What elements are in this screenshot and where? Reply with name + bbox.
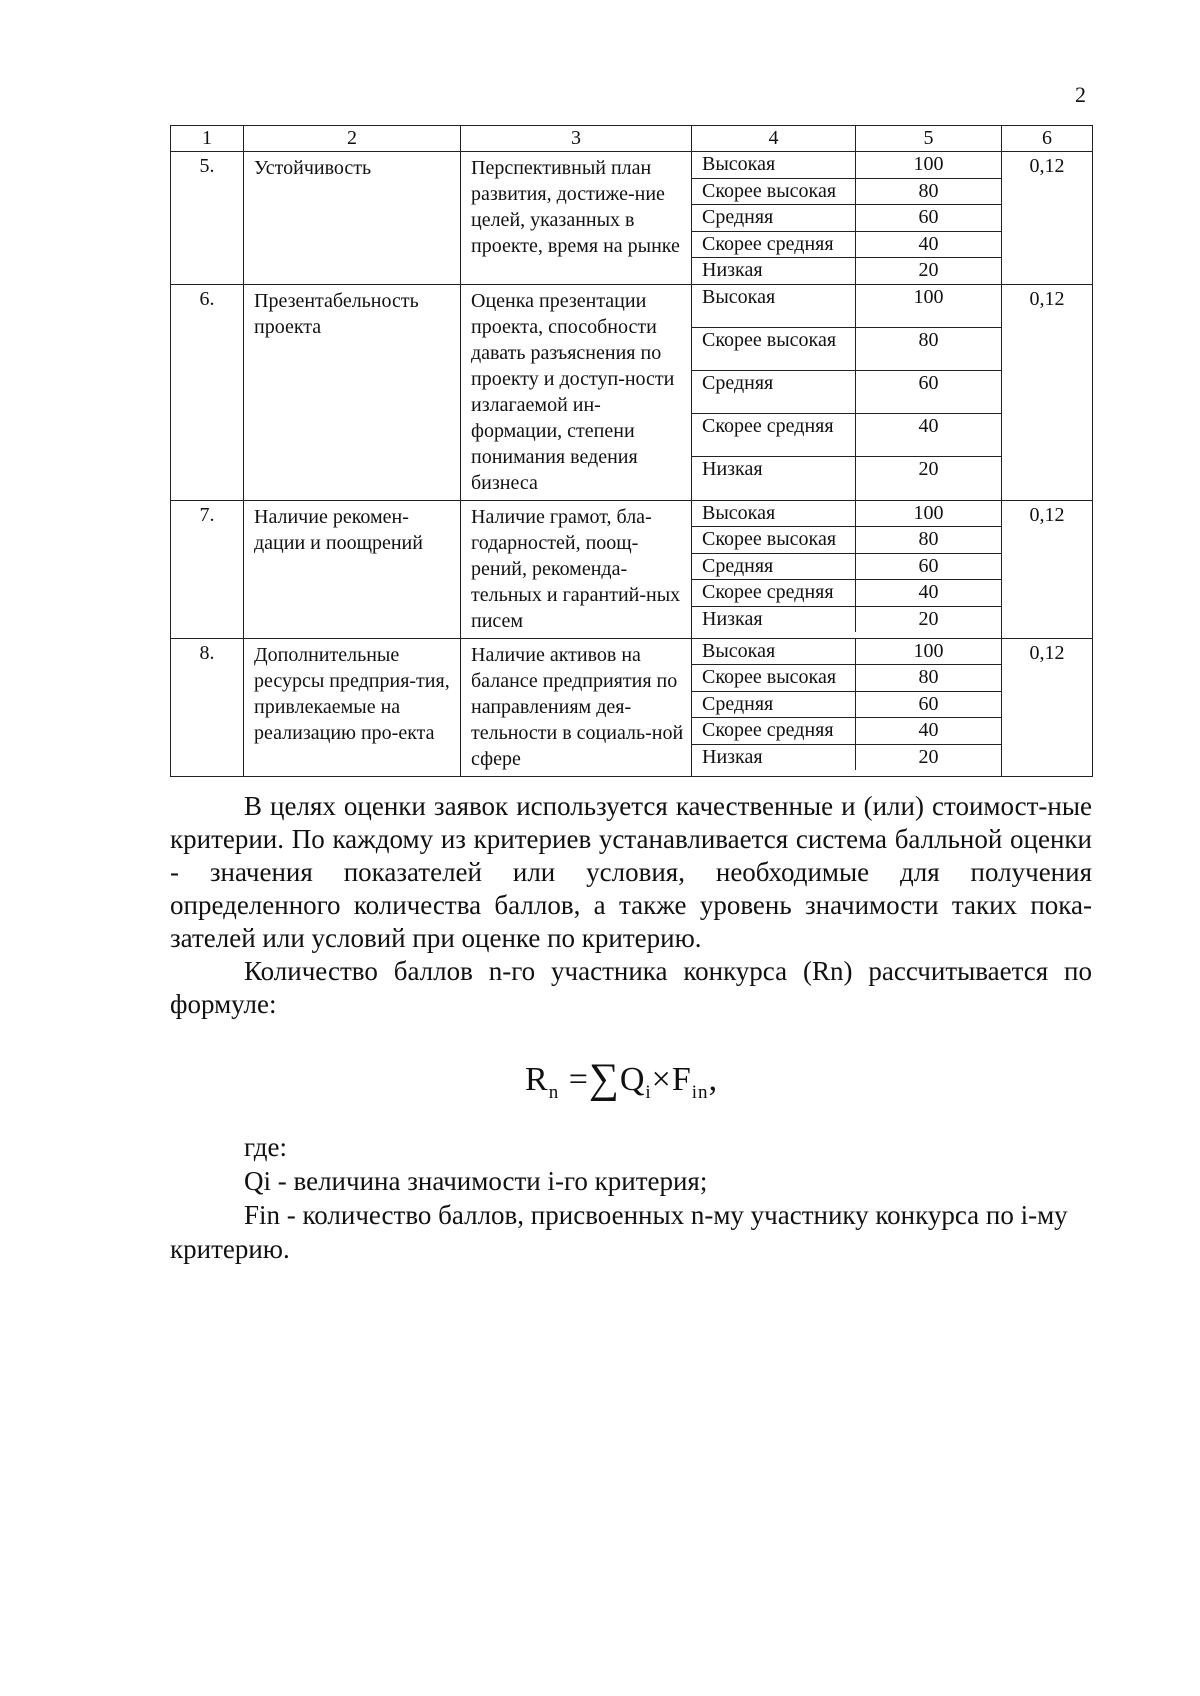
header-cell: 3 <box>461 126 692 152</box>
criteria-table <box>170 125 1093 777</box>
grade-score: 60 <box>856 691 1002 718</box>
score-formula <box>525 1055 718 1104</box>
grade-label: Скорее высокая <box>692 327 856 370</box>
grade-label: Высокая <box>692 152 856 178</box>
criterion-name: Презентабельность проекта <box>244 284 461 500</box>
formula-f: F <box>671 1061 692 1098</box>
grade-score: 20 <box>918 745 939 768</box>
grade-score: 60 <box>856 205 1002 232</box>
grade-label: Средняя <box>692 370 856 413</box>
grade-score: 40 <box>856 580 1002 607</box>
formula-legend <box>170 1130 1092 1266</box>
grade-label: Низкая <box>692 457 856 500</box>
where-label: где: <box>244 1132 287 1162</box>
grade-label: Высокая <box>692 285 856 328</box>
grade-score: 80 <box>856 665 1002 692</box>
formula-times: × <box>651 1061 672 1098</box>
table-row <box>171 284 1093 500</box>
grade-label: Скорее средняя <box>692 414 856 457</box>
grade-label: Низкая <box>692 744 856 770</box>
grade-score: 100 <box>856 152 1002 178</box>
grade-cell <box>692 500 1002 638</box>
paragraph-criteria: В целях оценки заявок используется качественные и (или) стоимост-ные критерии. По каждому из критериев устанавливается система балльной оценки - значения показателей или условия, необходимые для получения определенного количества баллов, а также уровень значимости таких пока-зателей или условий при оценке по критерию. <box>170 791 1092 953</box>
header-cell: 1 <box>171 126 244 152</box>
sigma-symbol: ∑ <box>588 1056 620 1102</box>
table-row <box>171 500 1093 638</box>
legend-item-qi: Qi - величина значимости i-го критерия; <box>244 1166 708 1196</box>
grade-label: Скорее высокая <box>692 178 856 205</box>
formula-trail: , <box>708 1061 719 1098</box>
criterion-number: 7. <box>171 500 244 638</box>
grade-label: Средняя <box>692 553 856 580</box>
grade-score: 40 <box>856 231 1002 258</box>
grade-score: 80 <box>856 178 1002 205</box>
criterion-weight: 0,12 <box>1002 500 1093 638</box>
grade-score: 40 <box>856 718 1002 745</box>
grade-cell <box>692 152 1002 285</box>
grade-label: Средняя <box>692 691 856 718</box>
grade-score: 100 <box>856 285 1002 328</box>
grade-cell <box>692 638 1002 776</box>
grade-score: 60 <box>856 553 1002 580</box>
criterion-weight: 0,12 <box>1002 284 1093 500</box>
header-cell: 4 <box>692 126 856 151</box>
grade-score: 40 <box>856 414 1002 457</box>
body-text <box>170 790 1092 1021</box>
grade-score: 100 <box>856 639 1002 665</box>
grade-label: Скорее средняя <box>692 231 856 258</box>
criterion-name: Наличие рекомен-дации и поощрений <box>244 500 461 638</box>
grade-label: Низкая <box>692 606 856 632</box>
grade-score: 20 <box>918 259 939 281</box>
grade-score: 80 <box>856 327 1002 370</box>
grade-score: 20 <box>918 458 939 481</box>
formula-q: Q <box>619 1061 646 1098</box>
header-cell <box>692 126 1002 152</box>
grade-cell <box>692 284 1002 500</box>
criterion-weight: 0,12 <box>1002 638 1093 776</box>
criterion-number: 5. <box>171 152 244 285</box>
table-row <box>171 638 1093 776</box>
formula-f-sub: in <box>691 1081 709 1103</box>
grade-label: Высокая <box>692 501 856 527</box>
header-cell: 2 <box>244 126 461 152</box>
criterion-weight: 0,12 <box>1002 152 1093 285</box>
criterion-description: Оценка презентации проекта, способности давать разъяснения по проекту и доступ-ности излагаемой ин-формации, степени понимания ведения бизнеса <box>461 284 692 500</box>
header-cell: 6 <box>1002 126 1093 152</box>
grade-label: Скорее высокая <box>692 527 856 554</box>
formula-lhs-sub: n <box>548 1081 560 1103</box>
table-header-row <box>171 126 1093 152</box>
formula-equals: = <box>568 1061 589 1098</box>
grade-score: 100 <box>856 501 1002 527</box>
header-cell: 5 <box>923 127 934 149</box>
legend-item-fin: Fin - количество баллов, присвоенных n-му участнику конкурса по i-му критерию. <box>170 1200 1068 1264</box>
grade-score: 80 <box>856 527 1002 554</box>
criterion-description: Наличие грамот, бла-годарностей, поощ-рений, рекоменда-тельных и гарантий-ных писем <box>461 500 692 638</box>
table-row <box>171 152 1093 285</box>
grade-label: Низкая <box>692 258 856 284</box>
criterion-number: 8. <box>171 638 244 776</box>
criterion-description: Наличие активов на балансе предприятия по направлениям дея-тельности в социаль-ной сфере <box>461 638 692 776</box>
criterion-name: Дополнительные ресурсы предприя-тия, привлекаемые на реализацию про-екта <box>244 638 461 776</box>
grade-label: Скорее средняя <box>692 580 856 607</box>
grade-score: 20 <box>918 607 939 630</box>
page-number: 2 <box>1075 82 1086 107</box>
grade-score: 60 <box>856 370 1002 413</box>
criterion-number: 6. <box>171 284 244 500</box>
criterion-name: Устойчивость <box>244 152 461 285</box>
paragraph-formula-intro: Количество баллов n-го участника конкурса (Rn) рассчитывается по формуле: <box>170 956 1092 1019</box>
grade-label: Скорее высокая <box>692 665 856 692</box>
grade-label: Высокая <box>692 639 856 665</box>
grade-label: Скорее средняя <box>692 718 856 745</box>
formula-lhs: R <box>525 1061 549 1098</box>
formula-q-sub: i <box>645 1081 652 1103</box>
criterion-description: Перспективный план развития, достиже-ние целей, указанных в проекте, время на рынке <box>461 152 692 285</box>
grade-label: Средняя <box>692 205 856 232</box>
